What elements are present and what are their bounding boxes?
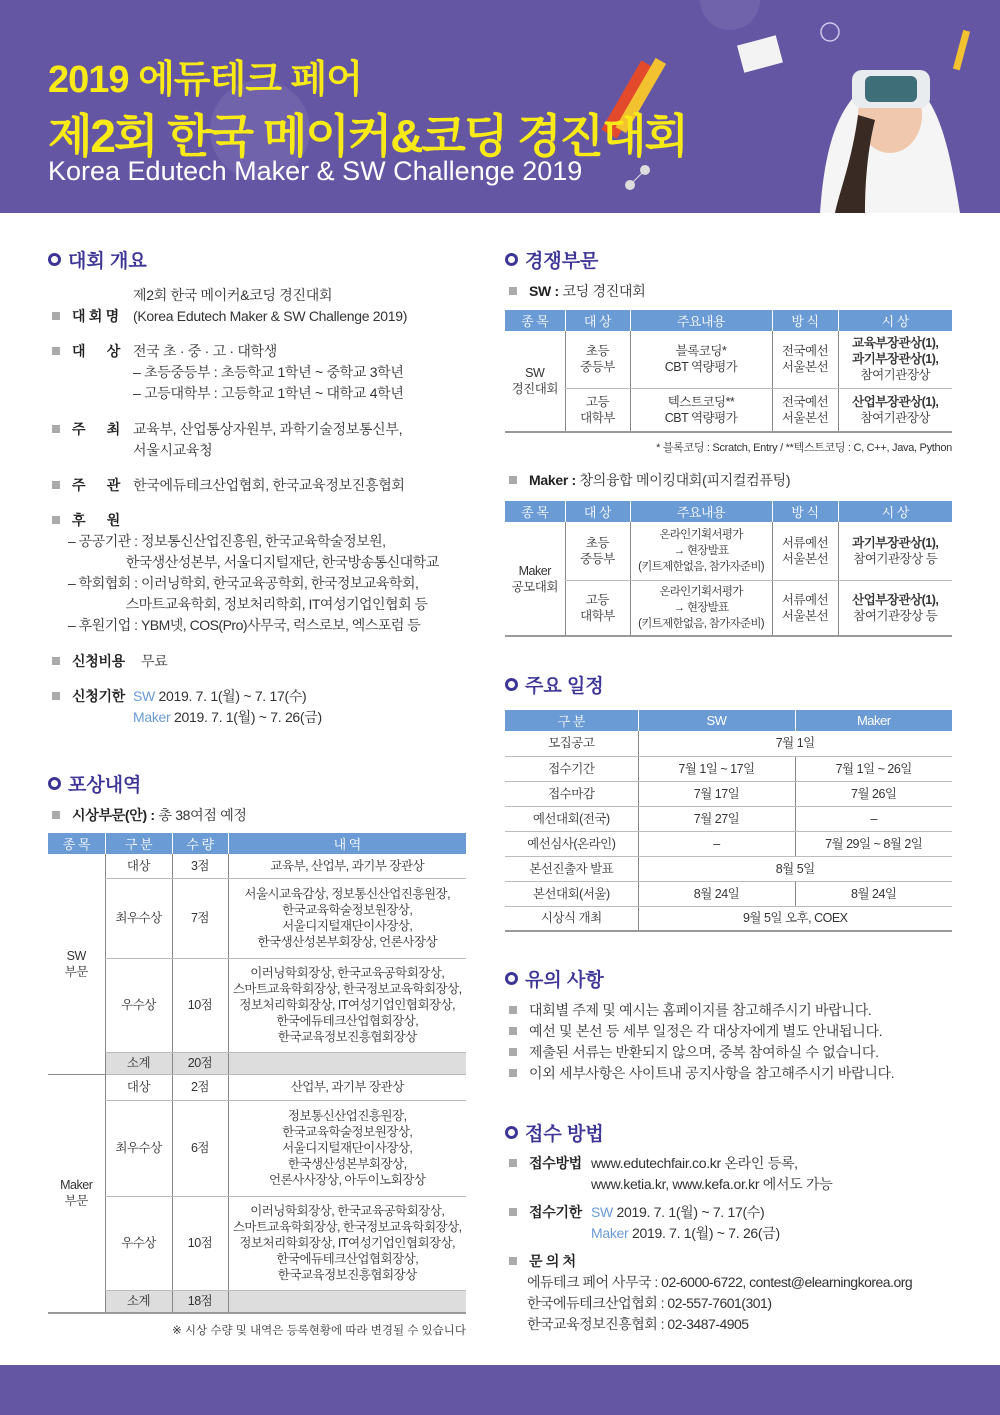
overview-sponsor-value: – 공공기관 : 정보통신산업진흥원, 한국교육학술정보원, 한국생산성본부, 서울디지털재단, 한국방송통신대학교 – 학회협회 : 이러닝학회, 한국교육공학회, 한국정보교육학회, 스마트교육학회, 정보처리학회, IT여성기업인협회 등 – 후원기업 : YBM넷, COS(Pro)사무국, 럭스로보, 엑스포럼 등 — [68, 533, 439, 633]
molecule-icon — [625, 165, 650, 190]
award-cell — [838, 580, 952, 636]
column-header: 종 목 — [505, 310, 565, 331]
award-bold: 산업부장관상(1), — [852, 394, 939, 409]
cell: 대상 — [105, 1074, 172, 1100]
ring-bullet-icon — [505, 253, 518, 266]
table-row — [505, 331, 952, 388]
column-header: 방 식 — [772, 310, 838, 331]
cell: 대상 — [105, 854, 172, 878]
maker-tag: Maker — [133, 709, 171, 725]
table-row — [505, 881, 952, 906]
cell: 소계 — [105, 1290, 172, 1313]
award-bold: 산업부장관상(1), — [852, 592, 939, 607]
contact-row — [509, 1251, 576, 1272]
ring-bullet-icon — [48, 253, 61, 266]
cell: 8월 24일 — [795, 881, 952, 906]
table-row — [505, 388, 952, 432]
table-row — [505, 806, 952, 831]
row-label: 시상부문(안) : — [72, 807, 155, 823]
overview-name-value: 제2회 한국 메이커&코딩 경진대회 (Korea Edutech Maker & SW Challenge 2019) — [133, 287, 408, 324]
table-row — [48, 1100, 466, 1196]
square-bullet-icon — [509, 1069, 517, 1077]
table-row — [48, 854, 466, 878]
column-header: 종 목 — [505, 501, 565, 522]
section-title-competition — [505, 246, 598, 273]
ring-bullet-icon — [48, 777, 61, 790]
row-label: 접수방법 — [529, 1155, 582, 1171]
sw-dates: 2019. 7. 1(월) ~ 7. 17(수) — [154, 688, 307, 704]
column-header: 수 량 — [172, 833, 228, 854]
cell: 서류예선 서울본선 — [772, 522, 838, 580]
table-header-row — [505, 501, 952, 522]
awards-table — [48, 833, 466, 1314]
maker-category — [509, 470, 790, 491]
awards-summary — [52, 805, 247, 826]
section-title-overview — [48, 246, 147, 273]
sw-tag: SW — [133, 688, 155, 704]
sw-category — [509, 281, 645, 302]
column-header: 대 상 — [565, 501, 630, 522]
table-row — [505, 856, 952, 881]
cell: 블록코딩* CBT 역량평가 — [630, 331, 772, 388]
row-label: 대 상 — [72, 343, 120, 359]
cell: 8월 24일 — [638, 881, 795, 906]
column-header: 시 상 — [838, 501, 952, 522]
contact-item: 에듀테크 페어 사무국 : 02-6000-6722, contest@elearningkorea.org — [527, 1274, 913, 1290]
award-cell — [838, 388, 952, 432]
notice-text: 대회별 주제 및 예시는 홈페이지를 참고해주시기 바랍니다. — [529, 1002, 872, 1018]
notice-item — [509, 1021, 894, 1042]
award-text: 참여기관장상 — [860, 410, 930, 425]
cell: 산업부, 과기부 장관상 — [228, 1074, 466, 1100]
column-header: 시 상 — [838, 310, 952, 331]
column-header: 주요내용 — [630, 310, 772, 331]
cell: 최우수상 — [105, 1100, 172, 1196]
award-cell — [838, 522, 952, 580]
section-title-text: 접수 방법 — [525, 1124, 604, 1145]
cell: 접수마감 — [505, 781, 638, 806]
girl-figure — [820, 70, 960, 213]
cell: 전국예선 서울본선 — [772, 388, 838, 432]
sw-competition-table — [505, 310, 952, 433]
notice-text: 제출된 서류는 반환되지 않으며, 중복 참여하실 수 없습니다. — [529, 1044, 879, 1060]
overview-sponsor-row — [52, 510, 120, 531]
pencil-icon — [953, 30, 970, 70]
english-title: Korea Edutech Maker & SW Challenge 2019 — [48, 156, 583, 186]
cell: 우수상 — [105, 1196, 172, 1290]
maker-dates: 2019. 7. 1(월) ~ 7. 26(금) — [628, 1225, 780, 1241]
square-bullet-icon — [509, 1006, 517, 1014]
overview-organizer-row — [52, 475, 120, 496]
section-title-notice — [505, 965, 604, 992]
cell: 서울시교육감상, 정보통신산업진흥원장, 한국교육학술정보원장상, 서울디지털재단이사장상, 한국생산성본부회장상, 언론사장상 — [228, 878, 466, 958]
section-title-text: 경쟁부문 — [525, 251, 599, 272]
contact-item: 한국교육정보진흥협회 : 02-3487-4905 — [527, 1316, 749, 1332]
square-bullet-icon — [509, 476, 517, 484]
square-bullet-icon — [52, 425, 60, 433]
cell: 모집공고 — [505, 731, 638, 756]
cell: 7월 27일 — [638, 806, 795, 831]
award-text: 참여기관장상 — [860, 368, 930, 383]
cell: 10점 — [172, 1196, 228, 1290]
cell: 9월 5일 오후, COEX — [638, 906, 952, 931]
coding-footnote: * 블록코딩 : Scratch, Entry / **텍스트코딩 : C, C++, Java, Python — [656, 442, 952, 454]
subtotal-row — [48, 1052, 466, 1074]
header-banner — [0, 0, 1000, 213]
square-bullet-icon — [52, 312, 60, 320]
overview-name-row — [52, 285, 119, 327]
contact-list — [527, 1272, 912, 1335]
sw-tag: SW — [591, 1204, 613, 1220]
row-label: 신청기한 — [72, 688, 125, 704]
row-label: 문 의 처 — [529, 1253, 576, 1269]
category-desc: 코딩 경진대회 — [558, 283, 646, 299]
group-cell: Maker 부문 — [48, 1074, 105, 1313]
award-bold: 교육부장관상(1), 과기부장관상(1), — [852, 336, 939, 367]
cell: 본선대회(서울) — [505, 881, 638, 906]
column-header: 대 상 — [565, 310, 630, 331]
awards-summary-value: 총 38여점 예정 — [154, 807, 247, 823]
event-title: 2019 에듀테크 페어 — [48, 59, 362, 101]
square-bullet-icon — [52, 692, 60, 700]
cell: 온라인기획서평가 → 현장발표 (키트제한없음, 참가자준비) — [630, 522, 772, 580]
table-header-row — [505, 710, 952, 731]
notice-item — [509, 1000, 894, 1021]
table-row — [505, 580, 952, 636]
cell: 이러닝학회장상, 한국교육공학회장상, 스마트교육학회장상, 한국정보교육학회장상, 정보처리학회장상, IT여성기업인협회장상, 한국에듀테크산업협회장상, 한국교육정보진흥협회장상 — [228, 958, 466, 1052]
row-label: 대 회 명 — [72, 308, 119, 324]
cell: 본선진출자 발표 — [505, 856, 638, 881]
subtotal-row — [48, 1290, 466, 1313]
row-label: 주 최 — [72, 421, 120, 437]
maker-tag: Maker — [591, 1225, 629, 1241]
cell: 20점 — [172, 1052, 228, 1074]
apply-deadline-row — [509, 1202, 582, 1223]
section-title-text: 주요 일정 — [525, 676, 604, 697]
notice-text: 이외 세부사항은 사이트내 공지사항을 참고해주시기 바랍니다. — [529, 1065, 895, 1081]
category-desc: 창의융합 메이킹대회(피지컬컴퓨팅) — [575, 472, 791, 488]
group-cell: Maker 공모대회 — [505, 522, 565, 636]
column-header: 내 역 — [228, 833, 466, 854]
row-label: 후 원 — [72, 512, 120, 528]
row-label: SW : — [529, 283, 559, 299]
cell: 6점 — [172, 1100, 228, 1196]
award-text: 참여기관장상 등 — [853, 551, 938, 566]
overview-deadline-value — [133, 686, 322, 728]
cell: 서류예선 서울본선 — [772, 580, 838, 636]
cell: 예선심사(온라인) — [505, 831, 638, 856]
footer-band — [0, 1365, 1000, 1415]
table-header-row — [48, 833, 466, 854]
cell: 예선대회(전국) — [505, 806, 638, 831]
overview-target-row — [52, 341, 120, 362]
cell: 초등 중등부 — [565, 522, 630, 580]
column-header: 종 목 — [48, 833, 105, 854]
column-header: Maker — [795, 710, 952, 731]
cell: 고등 대학부 — [565, 388, 630, 432]
cell: 교육부, 산업부, 과기부 장관상 — [228, 854, 466, 878]
notice-item — [509, 1063, 894, 1084]
cell — [228, 1290, 466, 1313]
row-label: 신청비용 — [72, 653, 125, 669]
cell: 정보통신산업진흥원장, 한국교육학술정보원장상, 서울디지털재단이사장상, 한국생산성본부회장상, 언론사사장상, 아두이노회장상 — [228, 1100, 466, 1196]
cell — [228, 1052, 466, 1074]
cell: 시상식 개최 — [505, 906, 638, 931]
apply-method-value: www.edutechfair.co.kr 온라인 등록, www.ketia.kr, www.kefa.or.kr 에서도 가능 — [591, 1155, 833, 1192]
cell: 7월 1일 — [638, 731, 952, 756]
awards-note: ※ 시상 수량 및 내역은 등록현황에 따라 변경될 수 있습니다 — [172, 1325, 466, 1337]
overview-deadline-row — [52, 686, 125, 707]
awards-block — [48, 833, 466, 1338]
row-label: 접수기한 — [529, 1204, 582, 1220]
section-title-apply — [505, 1119, 604, 1146]
table-row — [505, 522, 952, 580]
cell: 최우수상 — [105, 878, 172, 958]
table-row — [505, 831, 952, 856]
square-bullet-icon — [509, 1159, 517, 1167]
notice-list — [509, 1000, 894, 1084]
notice-item — [509, 1042, 894, 1063]
lightbulb-icon — [821, 23, 839, 41]
square-bullet-icon — [52, 657, 60, 665]
overview-host-row — [52, 419, 120, 440]
cell: 우수상 — [105, 958, 172, 1052]
ring-bullet-icon — [505, 678, 518, 691]
section-title-text: 대회 개요 — [68, 251, 147, 272]
cell: – — [638, 831, 795, 856]
schedule-table — [505, 710, 952, 932]
maker-dates: 2019. 7. 1(월) ~ 7. 26(금) — [170, 709, 322, 725]
column-header: SW — [638, 710, 795, 731]
cell: 고등 대학부 — [565, 580, 630, 636]
section-title-text: 포상내역 — [68, 775, 142, 796]
overview-fee-row — [52, 651, 167, 672]
contact-item: 한국에듀테크산업협회 : 02-557-7601(301) — [527, 1295, 772, 1311]
table-row — [505, 906, 952, 931]
notice-text: 예선 및 본선 등 세부 일정은 각 대상자에게 별도 안내됩니다. — [529, 1023, 883, 1039]
square-bullet-icon — [52, 481, 60, 489]
cell: 7월 1일 ~ 17일 — [638, 756, 795, 781]
cell: 초등 중등부 — [565, 331, 630, 388]
table-row — [48, 878, 466, 958]
cell: 텍스트코딩** CBT 역량평가 — [630, 388, 772, 432]
apply-method-row — [509, 1153, 582, 1174]
cell: 전국예선 서울본선 — [772, 331, 838, 388]
square-bullet-icon — [52, 811, 60, 819]
table-row — [505, 781, 952, 806]
overview-organizer-value: 한국에듀테크산업협회, 한국교육정보진흥협회 — [133, 477, 405, 493]
cell: 7월 1일 ~ 26일 — [795, 756, 952, 781]
cell: 3점 — [172, 854, 228, 878]
section-title-schedule — [505, 671, 604, 698]
sw-dates: 2019. 7. 1(월) ~ 7. 17(수) — [612, 1204, 765, 1220]
table-row — [505, 731, 952, 756]
square-bullet-icon — [52, 347, 60, 355]
book-icon — [737, 35, 783, 72]
square-bullet-icon — [509, 1027, 517, 1035]
cell: 온라인기획서평가 → 현장발표 (키트제한없음, 참가자준비) — [630, 580, 772, 636]
ring-bullet-icon — [505, 972, 518, 985]
award-cell — [838, 331, 952, 388]
maker-competition-table — [505, 501, 952, 637]
table-row — [48, 1196, 466, 1290]
table-row — [48, 1074, 466, 1100]
cell: 18점 — [172, 1290, 228, 1313]
square-bullet-icon — [509, 287, 517, 295]
cell: 7월 17일 — [638, 781, 795, 806]
cell: 10점 — [172, 958, 228, 1052]
group-cell: SW 부문 — [48, 854, 105, 1074]
cell: 7월 29일 ~ 8월 2일 — [795, 831, 952, 856]
row-label: 주 관 — [72, 477, 120, 493]
section-title-awards — [48, 770, 141, 797]
ring-bullet-icon — [505, 1126, 518, 1139]
square-bullet-icon — [52, 516, 60, 524]
overview-target-value: 전국 초 · 중 · 고 · 대학생 – 초등중등부 : 초등학교 1학년 ~ 중학교 3학년 – 고등대학부 : 고등학교 1학년 ~ 대학교 4학년 — [133, 343, 404, 401]
square-bullet-icon — [509, 1048, 517, 1056]
table-row — [48, 958, 466, 1052]
apply-deadline-value — [591, 1202, 780, 1244]
award-bold: 과기부장관상(1), — [852, 535, 939, 550]
table-header-row — [505, 310, 952, 331]
section-title-text: 유의 사항 — [525, 970, 604, 991]
column-header: 주요내용 — [630, 501, 772, 522]
fee-value: 무료 — [141, 653, 168, 669]
cell: 8월 5일 — [638, 856, 952, 881]
cell: – — [795, 806, 952, 831]
table-row — [505, 756, 952, 781]
contest-title: 제2회 한국 메이커&코딩 경진대회 — [48, 110, 687, 162]
cell: 7월 26일 — [795, 781, 952, 806]
square-bullet-icon — [509, 1257, 517, 1265]
cell: 7점 — [172, 878, 228, 958]
cell: 소계 — [105, 1052, 172, 1074]
overview-host-value: 교육부, 산업통상자원부, 과학기술정보통신부, 서울시교육청 — [133, 421, 403, 458]
cell: 2점 — [172, 1074, 228, 1100]
column-header: 구 분 — [105, 833, 172, 854]
square-bullet-icon — [509, 1208, 517, 1216]
cell: 접수기간 — [505, 756, 638, 781]
column-header: 구 분 — [505, 710, 638, 731]
cell: 이러닝학회장상, 한국교육공학회장상, 스마트교육학회장상, 한국정보교육학회장상, 정보처리학회장상, IT여성기업인협회장상, 한국에듀테크산업협회장상, 한국교육정보진흥협회장상 — [228, 1196, 466, 1290]
group-cell: SW 경진대회 — [505, 331, 565, 432]
column-header: 방 식 — [772, 501, 838, 522]
award-text: 참여기관장상 등 — [853, 608, 938, 623]
row-label: Maker : — [529, 472, 576, 488]
